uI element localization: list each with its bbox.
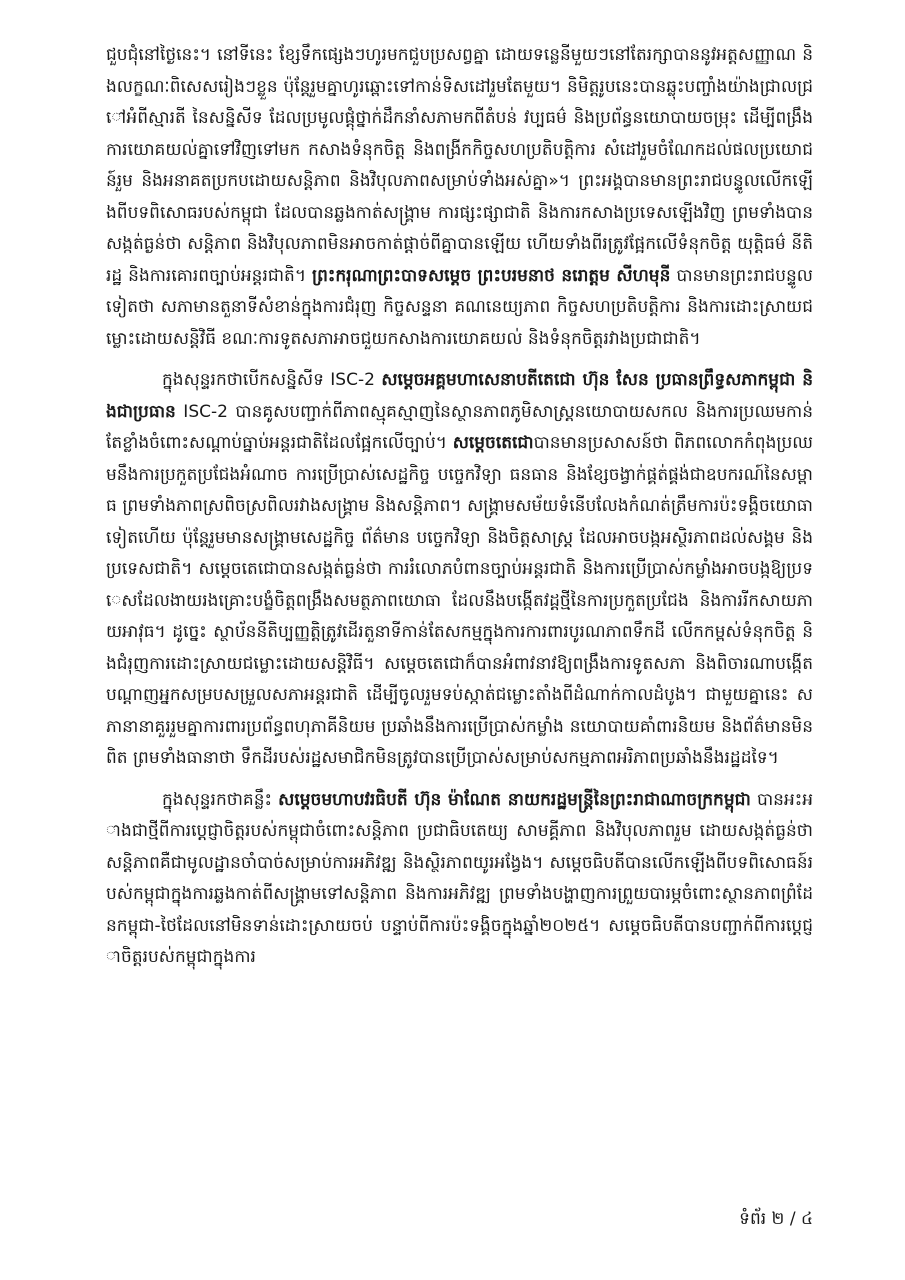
paragraph-2-text-end: បានមានប្រសាសន៍ថា ពិភពលោកកំពុងប្រឈមនឹងការប្រកួតប្រជែងអំណាច ការប្រើប្រាស់សេដ្ឋកិច្ច បច្ចេកវិទ្យា ធនធាន និងខ្សែចង្វាក់ផ្គត់ផ្គង់ជាឧបករណ៍នៃសម្ពាធ ព្រមទាំងភាពស្រពិចស្រពិលរវាងសង្គ្រាម និងសន្តិភាព។ សង្គ្រាមសម័យទំនើបលែងកំណត់ត្រឹមការប៉ះទង្គិចយោធាទៀតហើយ ប៉ុន្តែរួមមានសង្គ្រាមសេដ្ឋកិច្ច ព័ត៌មាន បច្ចេកវិទ្យា និងចិត្តសាស្ត្រ ដែលអាចបង្កអស្ថិរភាពដល់សង្គម និងប្រទេសជាតិ។ សម្តេចតេជោបានសង្កត់ធ្ងន់ថា ការរំលោភបំពានច្បាប់អន្តរជាតិ និងការប្រើប្រាស់កម្លាំងអាចបង្កឱ្យប្រទេសដែលងាយរងគ្រោះបង្ខំចិត្តពង្រឹងសមត្ថភាពយោធា ដែលនឹងបង្កើតវដ្តថ្មីនៃការប្រកួតប្រជែង និងការរីកសាយភាយអាវុធ។ ដូច្នេះ ស្ថាប័ននីតិប្បញ្ញត្តិត្រូវដើរតួនាទីកាន់តែសកម្មក្នុងការការពារបូរណភាពទឹកដី លើកកម្ពស់ទំនុកចិត្ត និងជំរុញការដោះស្រាយជម្លោះដោយសន្តិវិធី។ សម្តេចតេជោក៏បានអំពាវនាវឱ្យពង្រឹងការទូតសភា និងពិចារណាបង្កើតបណ្តាញអ្នកសម្របសម្រួលសភាអន្តរជាតិ ដើម្បីចូលរួមទប់ស្កាត់ជម្លោះតាំងពីដំណាក់កាលដំបូង។ ជាមួយគ្នានេះ សភានានាគួររួមគ្នាការពារប្រព័ន្ធពហុភាគីនិយម ប្រឆាំងនឹងការប្រើប្រាស់កម្លាំង នយោបាយគាំពារនិយម និងព័ត៌មានមិនពិត ព្រមទាំងធានាថា ទឹកដីរបស់រដ្ឋសមាជិកមិនត្រូវបានប្រើប្រាស់សម្រាប់សកម្មភាពអរិភាពប្រឆាំងនឹងរដ្ឋដទៃ។ — [106, 433, 813, 768]
paragraph-2-text-cont: ISC-2 បានគូសបញ្ជាក់ពីភាពស្មុគស្មាញនៃស្ថានភាពភូមិសាស្ត្រនយោបាយសកល និងការប្រឈមកាន់តែខ្លាំងចំពោះសណ្តាប់ធ្នាប់អន្តរជាតិដែលផ្អែកលើច្បាប់។ — [106, 401, 813, 453]
paragraph-1-king-name: ព្រះករុណាព្រះបាទសម្តេច ព្រះបរមនាថ នរោត្តម សីហមុនី — [312, 265, 671, 286]
paragraph-1-text-cont: បានមានព្រះរាជបន្ទូលទៀតថា សភាមានតួនាទីសំខាន់ក្នុងការជំរុញ កិច្ចសន្ទនា គណនេយ្យភាព កិច្ចសហប្រតិបត្តិការ និងការដោះស្រាយជម្លោះដោយសន្តិវិធី ខណៈការទូតសភាអាចជួយកសាងការយោគយល់ និងទំនុកចិត្តរវាងប្រជាជាតិ។ — [106, 265, 813, 349]
paragraph-3-text-cont: បានអះអាងជាថ្មីពីការប្តេជ្ញាចិត្តរបស់កម្ពុជាចំពោះសន្តិភាព ប្រជាធិបតេយ្យ សាមគ្គីភាព និងវិបុលភាពរួម ដោយសង្កត់ធ្ងន់ថា សន្តិភាពគឺជាមូលដ្ឋានចាំបាច់សម្រាប់ការអភិវឌ្ឍ និងស្ថិរភាពយូរអង្វែង។ សម្តេចធិបតីបានលើកឡើងពីបទពិសោធន៍របស់កម្ពុជាក្នុងការឆ្លងកាត់ពីសង្គ្រាមទៅសន្តិភាព និងការអភិវឌ្ឍ ព្រមទាំងបង្ហាញការព្រួយបារម្ភចំពោះស្ថានភាពព្រំដែនកម្ពុជា-ថៃដែលនៅមិនទាន់ដោះស្រាយចប់ បន្ទាប់ពីការប៉ះទង្គិចក្នុងឆ្នាំ២០២៥។ សម្តេចធិបតីបានបញ្ជាក់ពីការប្តេជ្ញាចិត្តរបស់កម្ពុជាក្នុងការ — [106, 789, 814, 967]
paragraph-1 — [106, 40, 813, 355]
paragraph-3-prime-minister-name: សម្តេចមហាបវរធិបតី ហ៊ុន ម៉ាណែត នាយករដ្ឋមន្ត្រីនៃព្រះរាជាណាចក្រកម្ពុជា — [278, 789, 751, 810]
document-body — [106, 40, 813, 974]
paragraph-2-senate-president-name: សម្តេចអគ្គមហាសេនាបតីតេជោ ហ៊ុន សែន ប្រធានព្រឹទ្ធសភាកម្ពុជា និងជាប្រធាន — [106, 370, 813, 422]
paragraph-1-text: ជួបជុំនៅថ្ងៃនេះ។ នៅទីនេះ ខ្សែទឹកផ្សេងៗហូរមកជួបប្រសព្វគ្នា ដោយទន្លេនីមួយៗនៅតែរក្សាបាននូវអត្តសញ្ញាណ និងលក្ខណៈពិសេសរៀងៗខ្លួន ប៉ុន្តែរួមគ្នាហូរឆ្ពោះទៅកាន់ទិសដៅរួមតែមួយ។ និមិត្តរូបនេះបានឆ្លុះបញ្ចាំងយ៉ាងជ្រាលជ្រៅអំពីស្មារតី នៃសន្និសីទ ដែលប្រមូលផ្តុំថ្នាក់ដឹកនាំសភាមកពីតំបន់ វប្បធម៌ និងប្រព័ន្ធនយោបាយចម្រុះ ដើម្បីពង្រឹងការយោគយល់គ្នាទៅវិញទៅមក កសាងទំនុកចិត្ត និងពង្រីកកិច្ចសហប្រតិបត្តិការ សំដៅរួមចំណែកដល់ផលប្រយោជន៍រួម និងអនាគតប្រកបដោយសន្តិភាព និងវិបុលភាពសម្រាប់ទាំងអស់គ្នា»។ ព្រះអង្គបានមានព្រះរាជបន្ទូលលើកឡើងពីបទពិសោធរបស់កម្ពុជា ដែលបានឆ្លងកាត់សង្គ្រាម ការផ្សះផ្សាជាតិ និងការកសាងប្រទេសឡើងវិញ ព្រមទាំងបានសង្កត់ធ្ងន់ថា សន្តិភាព និងវិបុលភាពមិនអាចកាត់ផ្តាច់ពីគ្នាបានឡើយ ហើយទាំងពីរត្រូវផ្អែកលើទំនុកចិត្ត យុត្តិធម៌ នីតិរដ្ឋ និងការគោរពច្បាប់អន្តរជាតិ។ — [106, 45, 813, 286]
paragraph-2-techo-title: សម្តេចតេជោ — [452, 433, 534, 453]
page-number: ទំព័រ ២ / ៤ — [739, 1209, 813, 1229]
paragraph-3 — [106, 785, 813, 974]
paragraph-2 — [106, 365, 813, 775]
paragraph-2-text: ក្នុងសុន្ទរកថាបើកសន្និសីទ ISC-2 — [162, 370, 382, 390]
paragraph-3-text: ក្នុងសុន្ទរកថាគន្លឹះ — [162, 789, 279, 810]
